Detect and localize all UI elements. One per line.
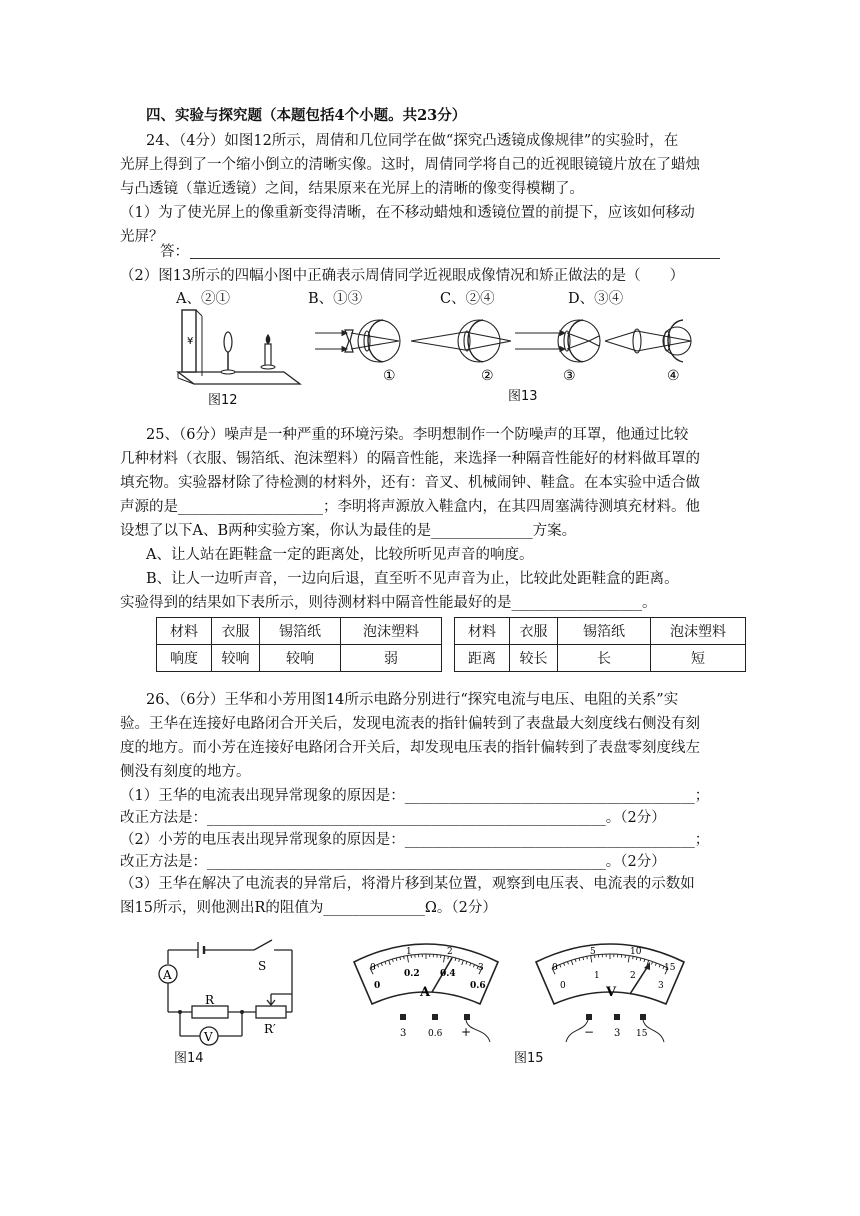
v-outer-2: 10 — [630, 947, 642, 957]
a-terminal-1: 0.6 — [428, 1029, 443, 1039]
v-outer-1: 5 — [590, 947, 596, 957]
table-cell: 衣服 — [212, 618, 260, 645]
q25-line2: 几种材料（衣服、锡箔纸、泡沫塑料）的隔音性能，来选择一种隔音性能好的材料做耳罩的 — [120, 451, 700, 467]
table-cell: 材料 — [455, 618, 510, 645]
table-cell: 较响 — [260, 645, 341, 672]
eye-label-1: ① — [383, 368, 396, 384]
v-inner-2: 2 — [630, 971, 636, 981]
ammeter-letter: A — [420, 985, 431, 1000]
v-inner-3: 3 — [658, 981, 664, 991]
v-terminal-1: 3 — [614, 1028, 621, 1039]
q25-table-distance — [454, 617, 746, 672]
q24-part1-line1: （1）为了使光屏上的像重新变得清晰，在不移动蜡烛和透镜位置的前提下，应该如何移动 — [120, 205, 695, 221]
table-row — [157, 645, 442, 672]
voltmeter-letter: V — [606, 985, 617, 1000]
table-cell: 弱 — [341, 645, 442, 672]
a-inner-2: 0.4 — [440, 969, 456, 979]
voltmeter-label: V — [204, 1030, 213, 1044]
v-inner-1: 1 — [594, 971, 600, 981]
table-cell: 锡箔纸 — [558, 618, 651, 645]
a-outer-1: 1 — [406, 947, 412, 957]
figure-13-eye-diagrams — [315, 312, 693, 388]
v-outer-3: 15 — [664, 963, 676, 973]
q24-intro-line1: 24、（4分）如图12所示，周倩和几位同学在做“探究凸透镜成像规律”的实验时，在 — [146, 133, 679, 149]
figure-12-caption: 图12 — [208, 393, 238, 408]
table-cell: 较响 — [212, 645, 260, 672]
rheostat-icon — [256, 1006, 286, 1018]
eye-diagram-1 — [315, 320, 400, 362]
table-cell: 较长 — [510, 645, 558, 672]
q24-option-c: C、②④ — [440, 291, 495, 307]
figure-13-caption: 图13 — [508, 389, 538, 404]
q26-part1-fix: 改正方法是：_______________________________________________________。（2分） — [120, 810, 666, 826]
dial-tick — [587, 956, 588, 959]
a-outer-3: 3 — [478, 963, 484, 973]
table-cell: 短 — [651, 645, 746, 672]
resistor-label: R — [205, 993, 215, 1007]
eye-diagram-3 — [515, 320, 600, 362]
eye-label-2: ② — [481, 368, 494, 384]
q25-line6: 实验得到的结果如下表所示，则待测材料中隔音性能最好的是__________________。 — [120, 595, 657, 611]
a-terminal-0: 3 — [400, 1028, 407, 1039]
q24-part1-line2: 光屏？ — [120, 229, 164, 245]
q24-intro-line3: 与凸透镜（靠近透镜）之间，结果原来在光屏上的清晰的像变得模糊了。 — [120, 181, 584, 197]
q26-line4: 侧没有刻度的地方。 — [120, 764, 251, 780]
a-inner-3: 0.6 — [470, 981, 486, 991]
switch-label: S — [258, 959, 267, 973]
table-row — [157, 618, 442, 645]
a-terminal-2: + — [461, 1025, 472, 1039]
a-outer-0: 0 — [370, 963, 376, 973]
a-outer-2: 2 — [447, 947, 453, 957]
q24-option-a: A、②① — [176, 291, 230, 307]
q26-line3: 度的地方。而小芳在连接好电路闭合开关后，却发现电压表的指针偏转到了表盘零刻度线左 — [120, 740, 700, 756]
table-cell: 长 — [558, 645, 651, 672]
q26-line2: 验。王华在连接好电路闭合开关后，发现电流表的指针偏转到了表盘最大刻度线右侧没有刻 — [120, 716, 700, 732]
eye-diagram-2 — [411, 320, 511, 362]
figure-15-meters — [348, 932, 710, 1058]
figure-14-circuit — [154, 938, 304, 1050]
section-title: 四、实验与探究题（本题包括4个小题。共23分） — [146, 107, 467, 124]
table-cell: 泡沫塑料 — [651, 618, 746, 645]
table-cell: 锡箔纸 — [260, 618, 341, 645]
q26-part1: （1）王华的电流表出现异常现象的原因是：________________________________________； — [120, 788, 710, 804]
dial-tick — [404, 956, 405, 959]
figure-15-caption: 图15 — [514, 1051, 544, 1066]
switch-icon — [254, 940, 272, 950]
q25-line1: 25、（6分）噪声是一种严重的环境污染。李明想制作一个防噪声的耳罩，他通过比较 — [146, 427, 689, 443]
q25-line5: 设想了以下A、B两种实验方案，你认为最佳的是______________方案。 — [120, 523, 577, 539]
v-terminal-2: 15 — [636, 1029, 648, 1039]
table-cell: 材料 — [157, 618, 212, 645]
table-cell: 响度 — [157, 645, 212, 672]
eye-label-3: ③ — [563, 368, 576, 384]
v-inner-0: 0 — [560, 981, 566, 991]
q26-part2-fix: 改正方法是：_______________________________________________________。（2分） — [120, 854, 666, 870]
table-row — [455, 618, 746, 645]
q25-option-a: A、让人站在距鞋盒一定的距离处，比较所听见声音的响度。 — [146, 547, 534, 563]
a-inner-0: 0 — [374, 981, 381, 991]
ammeter-dial — [354, 944, 498, 1042]
q26-line1: 26、（6分）王华和小芳用图14所示电路分别进行“探究电流与电压、电阻的关系”实 — [146, 692, 679, 708]
q24-option-b: B、①③ — [308, 291, 363, 307]
v-terminal-0: − — [584, 1025, 595, 1039]
table-row — [455, 645, 746, 672]
q24-answer-label: 答： — [160, 244, 189, 260]
ammeter-label: A — [163, 968, 172, 982]
v-outer-0: 0 — [552, 963, 558, 973]
eye-diagram-4 — [605, 320, 691, 362]
table-cell: 泡沫塑料 — [341, 618, 442, 645]
q25-line4: 声源的是____________________；李明将声源放入鞋盒内，在其四周塞满待测填充材料。他 — [120, 499, 700, 515]
q26-part2: （2）小芳的电压表出现异常现象的原因是：________________________________________； — [120, 832, 710, 848]
q25-option-b: B、让人一边听声音，一边向后退，直至听不见声音为止，比较此处距鞋盒的距离。 — [146, 571, 679, 587]
q24-intro-line2: 光屏上得到了一个缩小倒立的清晰实像。这时，周倩同学将自己的近视眼镜镜片放在了蜡烛 — [120, 157, 700, 173]
rheostat-label: R′ — [264, 1022, 276, 1036]
figure-14-caption: 图14 — [174, 1051, 204, 1066]
q26-part3-line2: 图15所示，则他测出R的阻值为______________Ω。（2分） — [120, 900, 497, 916]
q26-part3-line1: （3）王华在解决了电流表的异常后，将滑片移到某位置，观察到电压表、电流表的示数如 — [120, 876, 695, 892]
q24-answer-line[interactable] — [190, 258, 720, 259]
voltmeter-dial — [536, 944, 684, 1042]
q24-option-d: D、③④ — [568, 291, 624, 307]
eye-label-4: ④ — [667, 368, 680, 384]
figure-12-optical-bench — [176, 306, 304, 386]
q24-part2: （2）图13所示的四幅小图中正确表示周倩同学近视眼成像情况和矫正做法的是（ ） — [120, 268, 685, 284]
q25-line3: 填充物。实验器材除了待检测的材料外，还有：音叉、机械闹钟、鞋盒。在本实验中适合做 — [120, 475, 700, 491]
table-cell: 距离 — [455, 645, 510, 672]
screen-image-mark: ¥ — [187, 336, 194, 347]
resistor-icon — [192, 1006, 228, 1018]
q25-table-loudness — [156, 617, 442, 672]
a-inner-1: 0.2 — [404, 969, 420, 979]
table-cell: 衣服 — [510, 618, 558, 645]
